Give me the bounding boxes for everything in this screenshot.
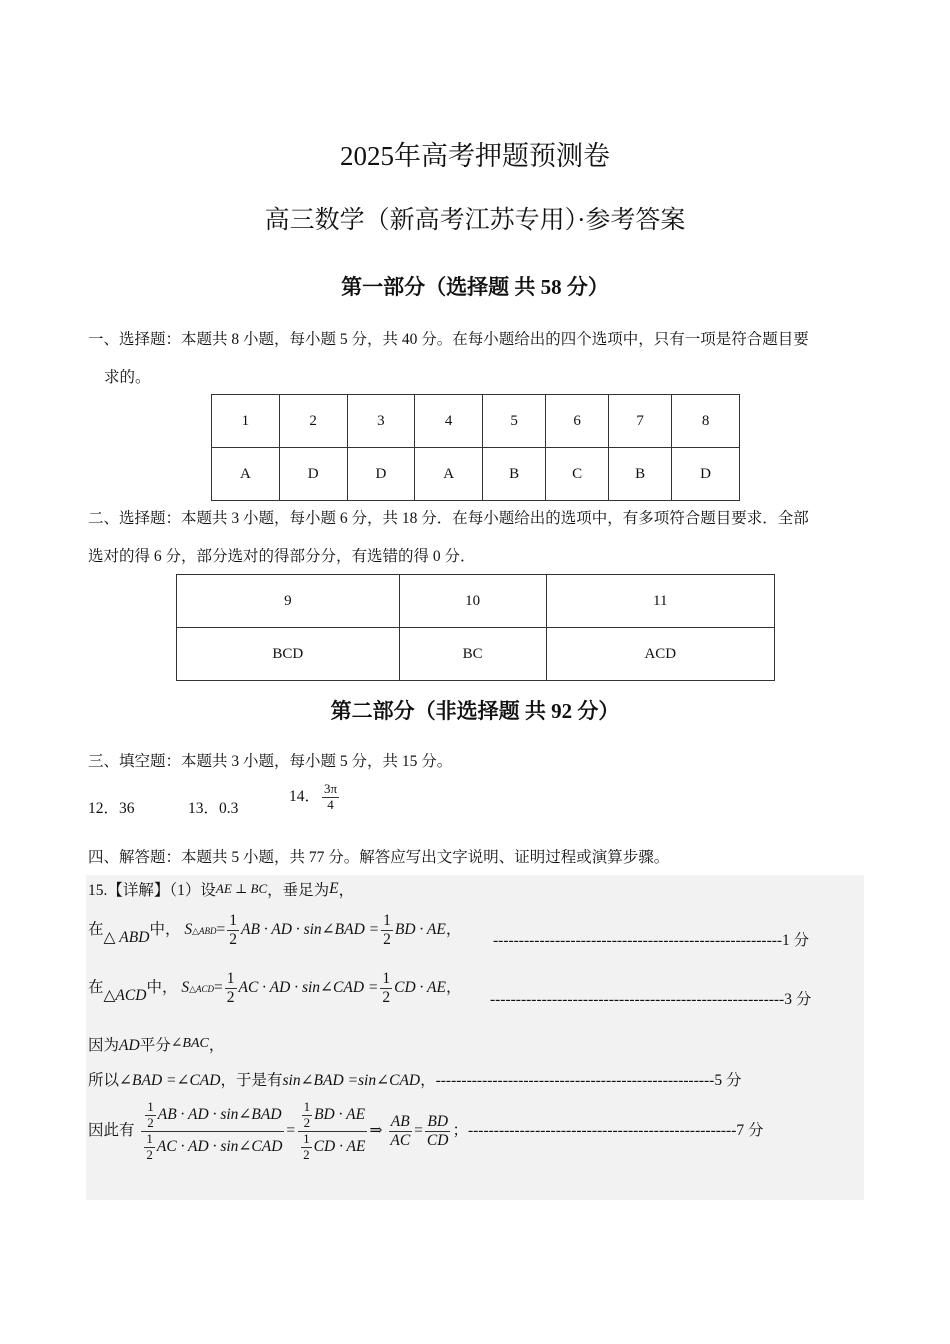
table-cell: BC (399, 628, 546, 681)
solution-line-3: 在△ACD中， S△ACD= $\frac{1}{2}$ AC · AD · sin∠CAD = $\frac{1}{2}$ CD · AE， (88, 970, 462, 1006)
table-cell: 1 (212, 395, 280, 448)
table-cell: C (546, 448, 609, 501)
table-cell: 7 (609, 395, 672, 448)
table-cell: A (415, 448, 483, 501)
solution-line-4: 因为AD平分∠BAC， (88, 1036, 225, 1054)
sec2-instructions: 二、选择题：本题共 3 小题，每小题 6 分，共 18 分．在每小题给出的选项中，有多项符合题目要求．全部 (88, 510, 809, 527)
fraction: $\frac{BD}{CD}$ (426, 1113, 449, 1149)
solution-line-5: 所以∠BAD =∠CAD，于是有sin∠BAD =sin∠CAD，------------------------------------------------------5 分 (88, 1072, 742, 1089)
fraction: $\frac{1}{2}$ (382, 970, 391, 1006)
table-cell: ACD (546, 628, 774, 681)
table-row-numbers (212, 395, 740, 448)
table-cell: 5 (483, 395, 546, 448)
sec3-instructions: 三、填空题：本题共 3 小题，每小题 5 分，共 15 分。 (88, 753, 453, 770)
fraction: $\frac{1}{2}$ (229, 912, 238, 948)
sec1-instructions-cont: 求的。 (104, 369, 151, 386)
table-cell: 6 (546, 395, 609, 448)
table-cell: 9 (177, 575, 400, 628)
table-row-answers (177, 628, 775, 681)
table-cell: 10 (399, 575, 546, 628)
table-row-numbers (177, 575, 775, 628)
doc-title: 2025年高考押题预测卷 (340, 141, 610, 171)
fraction: $\frac{1}{2}$ (383, 912, 391, 948)
part2-heading: 第二部分（非选择题 共 92 分） (330, 699, 620, 723)
table-cell: 8 (672, 395, 740, 448)
part1-heading: 第一部分（选择题 共 58 分） (341, 275, 609, 299)
table-cell: 4 (415, 395, 483, 448)
score-marker-3: ---------------------------------------------------------3 分 (490, 991, 812, 1008)
answer-13: 13．0.3 (188, 800, 239, 817)
doc-subtitle: 高三数学（新高考江苏专用）·参考答案 (264, 207, 686, 234)
table-row-answers (212, 448, 740, 501)
answer-table-2 (176, 574, 775, 681)
table-cell: D (347, 448, 415, 501)
table-cell: 3 (347, 395, 415, 448)
fraction: $\frac{1}{2}$ (226, 970, 235, 1006)
score-marker-1: --------------------------------------------------------1 分 (493, 932, 810, 949)
table-cell: B (609, 448, 672, 501)
answer-12: 12．36 (88, 800, 135, 817)
solution-line-1: 15.【详解】（1）设AE ⊥ BC，垂足为E， (88, 880, 355, 899)
table-cell: 11 (546, 575, 774, 628)
table-cell: BCD (177, 628, 400, 681)
table-cell: D (279, 448, 347, 501)
fraction: $\frac{3\pi}{4}$ (324, 781, 338, 812)
table-cell: B (483, 448, 546, 501)
sec1-instructions: 一、选择题：本题共 8 小题，每小题 5 分，共 40 分。在每小题给出的四个选项中，只有一项是符合题目要 (88, 331, 809, 348)
answer-14: 14． $\frac{3\pi}{4}$ (289, 781, 338, 812)
fraction: $\frac{AB}{AC}$ (390, 1113, 411, 1149)
sec2-instructions-cont: 选对的得 6 分，部分选对的得部分分，有选错的得 0 分． (88, 548, 476, 565)
table-cell: D (672, 448, 740, 501)
sec4-instructions: 四、解答题：本题共 5 小题，共 77 分。解答应写出文字说明、证明过程或演算步骤。 (88, 849, 670, 866)
answer-table-1 (211, 394, 740, 501)
solution-line-6: 因此有 $\frac{1}{2}$ AB · AD · sin∠BAD $\frac{1}{2}$ AC · AD · sin∠CAD = $\frac{1}{2}$ BD · AE $\frac{1}{2}$ CD · AE ⇒ $\frac{AB}{AC}$ = $\frac{BD}{CD}$ ；----------------------------------------------------7 分 (88, 1099, 764, 1162)
table-cell: A (212, 448, 280, 501)
solution-line-2: 在△ ABD中， S△ABD= $\frac{1}{2}$ AB · AD · sin∠BAD = $\frac{1}{2}$ BD · AE， (88, 912, 462, 948)
fraction: $\frac{1}{2}$ BD · AE $\frac{1}{2}$ CD · AE (297, 1100, 367, 1163)
fraction: $\frac{1}{2}$ AB · AD · sin∠BAD $\frac{1}{2}$ AC · AD · sin∠CAD (140, 1100, 284, 1163)
table-cell: 2 (279, 395, 347, 448)
